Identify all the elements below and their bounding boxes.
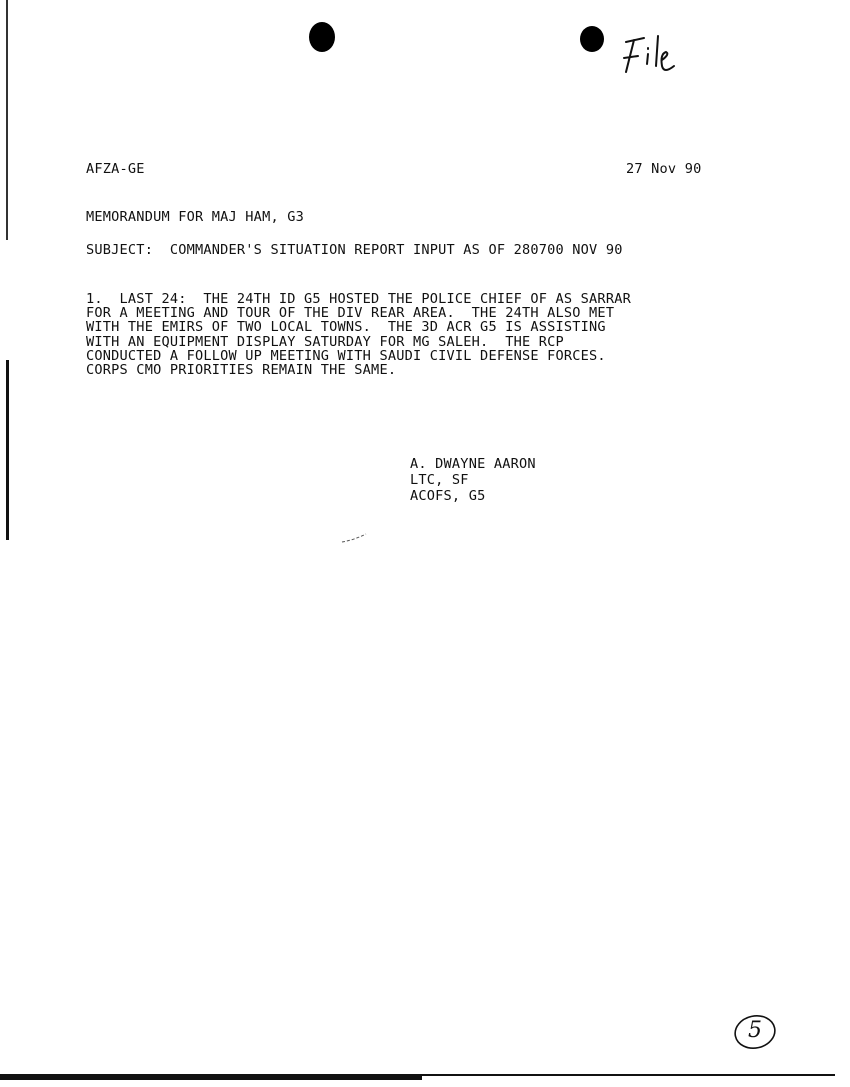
signer-name: A. DWAYNE AARON (410, 456, 536, 472)
left-margin-rule-lower (6, 360, 9, 540)
office-symbol: AFZA-GE (86, 161, 145, 177)
body-line: CORPS CMO PRIORITIES REMAIN THE SAME. (86, 362, 397, 379)
body-line: WITH AN EQUIPMENT DISPLAY SATURDAY FOR MG SALEH. THE RCP (86, 333, 564, 350)
bottom-rule-thick (0, 1076, 422, 1080)
body-paragraph (86, 292, 631, 377)
punch-hole-right (580, 26, 604, 52)
body-line: CONDUCTED A FOLLOW UP MEETING WITH SAUDI CIVIL DEFENSE FORCES. (86, 347, 606, 364)
page-number: 5 (748, 1018, 762, 1043)
left-margin-rule-top (6, 0, 8, 240)
body-line: FOR A MEETING AND TOUR OF THE DIV REAR AREA. THE 24TH ALSO MET (86, 305, 615, 322)
body-line: WITH THE EMIRS OF TWO LOCAL TOWNS. THE 3D ACR G5 IS ASSISTING (86, 319, 606, 336)
body-line: 1. LAST 24: THE 24TH ID G5 HOSTED THE POLICE CHIEF OF AS SARRAR (86, 291, 631, 307)
signer-title: ACOFS, G5 (410, 488, 486, 504)
subject-line: SUBJECT: COMMANDER'S SITUATION REPORT INPUT AS OF 280700 NOV 90 (86, 242, 623, 258)
handwritten-file-note (618, 30, 680, 76)
memo-date: 27 Nov 90 (626, 161, 702, 177)
punch-hole-left (309, 22, 335, 52)
memorandum-for: MEMORANDUM FOR MAJ HAM, G3 (86, 209, 304, 225)
signature-block (410, 456, 536, 504)
signer-rank: LTC, SF (410, 472, 469, 488)
stray-pen-mark (340, 528, 380, 544)
circled-page-number (732, 1012, 778, 1052)
